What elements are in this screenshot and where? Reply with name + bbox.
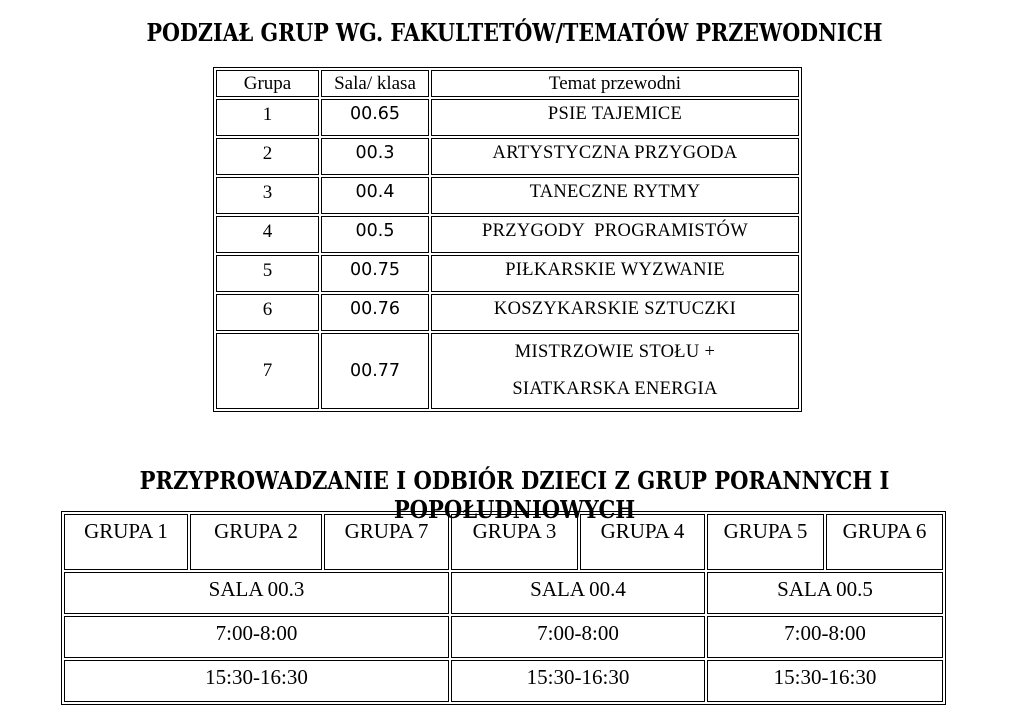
cell-group: GRUPA 4: [580, 514, 705, 570]
cell-theme: PRZYGODY PROGRAMISTÓW: [431, 216, 799, 253]
cell-group: 6: [216, 294, 319, 331]
cell-room: 00.77: [321, 333, 429, 409]
table-row: [216, 294, 799, 331]
section-title-dropoff-pickup: PRZYPROWADZANIE I ODBIÓR DZIECI Z GRUP PORANNYCH I POPOŁUDNIOWYCH: [139, 466, 890, 524]
table-header-row: [216, 70, 799, 97]
cell-room: 00.75: [321, 255, 429, 292]
group-theme-table: [213, 67, 802, 412]
cell-room: 00.5: [321, 216, 429, 253]
cell-time: 7:00-8:00: [64, 616, 449, 658]
cell-time: 15:30-16:30: [707, 660, 943, 702]
cell-room: 00.76: [321, 294, 429, 331]
cell-theme: [431, 333, 799, 409]
cell-theme: PSIE TAJEMICE: [431, 99, 799, 136]
header-theme: Temat przewodni: [431, 70, 799, 97]
cell-time: 15:30-16:30: [64, 660, 449, 702]
table-row: [216, 99, 799, 136]
cell-theme: KOSZYKARSKIE SZTUCZKI: [431, 294, 799, 331]
dropoff-schedule-table: [61, 511, 946, 705]
cell-group: 4: [216, 216, 319, 253]
cell-group: 7: [216, 333, 319, 409]
header-group: Grupa: [216, 70, 319, 97]
cell-room: 00.4: [321, 177, 429, 214]
cell-room: SALA 00.3: [64, 572, 449, 614]
cell-group: GRUPA 1: [64, 514, 188, 570]
cell-theme: PIŁKARSKIE WYZWANIE: [431, 255, 799, 292]
cell-time: 7:00-8:00: [451, 616, 705, 658]
table-row: [216, 216, 799, 253]
theme-line: SIATKARSKA ENERGIA: [512, 379, 718, 399]
cell-group: GRUPA 3: [451, 514, 578, 570]
cell-room: 00.65: [321, 99, 429, 136]
cell-room: 00.3: [321, 138, 429, 175]
table-row: [216, 333, 799, 409]
cell-group: 5: [216, 255, 319, 292]
cell-room: SALA 00.4: [451, 572, 705, 614]
cell-group: 1: [216, 99, 319, 136]
rooms-row: [64, 572, 943, 614]
afternoon-row: [64, 660, 943, 702]
header-room: Sala/ klasa: [321, 70, 429, 97]
cell-theme: ARTYSTYCZNA PRZYGODA: [431, 138, 799, 175]
theme-line: MISTRZOWIE STOŁU +: [514, 342, 716, 362]
cell-theme: TANECZNE RYTMY: [431, 177, 799, 214]
groups-row: [64, 514, 943, 570]
cell-group: GRUPA 2: [190, 514, 322, 570]
table-row: [216, 138, 799, 175]
cell-group: GRUPA 5: [707, 514, 824, 570]
cell-group: GRUPA 6: [826, 514, 943, 570]
table-row: [216, 177, 799, 214]
cell-time: 15:30-16:30: [451, 660, 705, 702]
cell-time: 7:00-8:00: [707, 616, 943, 658]
section-title-group-division: PODZIAŁ GRUP WG. FAKULTETÓW/TEMATÓW PRZEWODNICH: [146, 18, 883, 47]
cell-group: 3: [216, 177, 319, 214]
morning-row: [64, 616, 943, 658]
cell-group: 2: [216, 138, 319, 175]
table-row: [216, 255, 799, 292]
cell-room: SALA 00.5: [707, 572, 943, 614]
cell-group: GRUPA 7: [324, 514, 449, 570]
